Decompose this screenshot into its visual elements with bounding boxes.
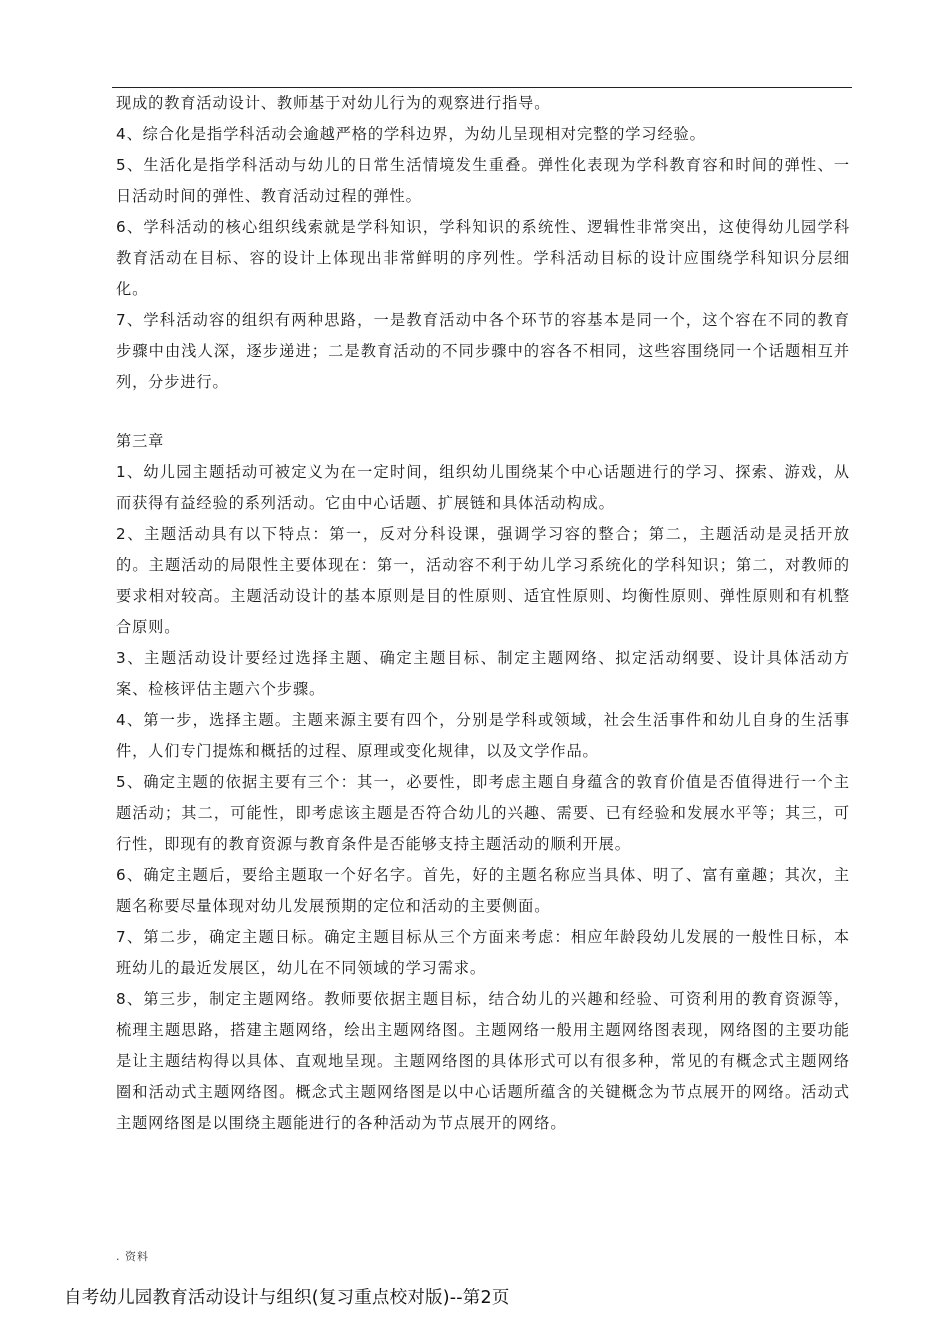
paragraph: 4、综合化是指学科活动会逾越严格的学科边界，为幼儿呈现相对完整的学习经验。	[116, 125, 706, 143]
page-footer: 自考幼儿园教育活动设计与组织(复习重点校对版)--第2页	[64, 1288, 510, 1308]
paragraph: 6、确定主题后，要给主题取一个好名字。首先，好的主题名称应当具体、明了、富有童趣；其次，主题名称要尽量体现对幼儿发展预期的定位和活动的主要侧面。	[116, 866, 850, 915]
paragraph: 7、学科活动容的组织有两种思路，一是教育活动中各个环节的容基本是同一个，这个容在不同的教育步骤中由浅人深，逐步递进；二是教育活动的不同步骤中的容各不相同，这些容围绕同一个话题相互并列，分步进行。	[116, 311, 850, 391]
chapter-title: 第三章	[116, 432, 165, 450]
document-body	[116, 88, 850, 1139]
section-spacer	[116, 398, 850, 426]
paragraph: 7、第二步，确定主题日标。确定主题目标从三个方面来考虑：相应年龄段幼儿发展的一般性日标，本班幼儿的最近发展区，幼儿在不同领域的学习需求。	[116, 928, 850, 977]
footer-note: . 资料	[116, 1250, 149, 1263]
paragraph: 1、幼儿园主题括动可被定义为在一定时间，组织幼儿围绕某个中心话题进行的学习、探索、游戏，从而获得有益经验的系列活动。它由中心话题、扩展链和具体活动构成。	[116, 463, 850, 512]
paragraph: 3、主题活动设计要经过选择主题、确定主题目标、制定主题网络、拟定活动纲要、设计具体活动方案、检核评估主题六个步骤。	[116, 649, 850, 698]
paragraph: 4、第一步，选择主题。主题来源主要有四个，分别是学科或领域，社会生活事件和幼儿自身的生活事件，人们专门提炼和概括的过程、原理或变化规律，以及文学作品。	[116, 711, 850, 760]
paragraph: 5、确定主题的依据主要有三个：其一，必要性，即考虑主题自身蕴含的敦育价值是否值得进行一个主题活动；其二，可能性，即考虑该主题是否符合幼儿的兴趣、需要、已有经验和发展水平等；其三，可行性，即现有的教育资源与教育条件是否能够支持主题活动的顺利开展。	[116, 773, 850, 853]
paragraph: 6、学科活动的核心组织线索就是学科知识，学科知识的系统性、逻辑性非常突出，这使得幼儿园学科教育活动在目标、容的设计上体现出非常鲜明的序列性。学科活动目标的设计应围绕学科知识分层细化。	[116, 218, 850, 298]
paragraph: 2、主题活动具有以下特点：第一，反对分科设课，强调学习容的整合；第二，主题活动是灵括开放的。主题活动的局限性主要体现在：第一，活动容不利于幼儿学习系统化的学科知识；第二，对教师的要求相对较高。主题活动设计的基本原则是目的性原则、适宜性原则、均衡性原则、弹性原则和有机整合原则。	[116, 525, 850, 636]
paragraph: 8、第三步，制定主题网络。教师要依据主题目标，结合幼儿的兴趣和经验、可资利用的教育资源等，梳理主题思路，搭建主题网络，绘出主题网络图。主题网络一般用主题网络图表现，网络图的主要功能是让主题结构得以具体、直观地呈现。主题网络图的具体形式可以有很多种，常见的有概念式主题网络圈和活动式主题网络图。概念式主题网络图是以中心话题所蕴含的关键概念为节点展开的网络。活动式主题网络图是以围绕主题能进行的各种活动为节点展开的网络。	[116, 990, 850, 1132]
paragraph: 5、生活化是指学科活动与幼儿的日常生活情境发生重叠。弹性化表现为学科教育容和时间的弹性、一日活动时间的弹性、教育活动过程的弹性。	[116, 156, 850, 205]
paragraph: 现成的教育活动设计、教师基于对幼儿行为的观察进行指导。	[116, 94, 551, 112]
